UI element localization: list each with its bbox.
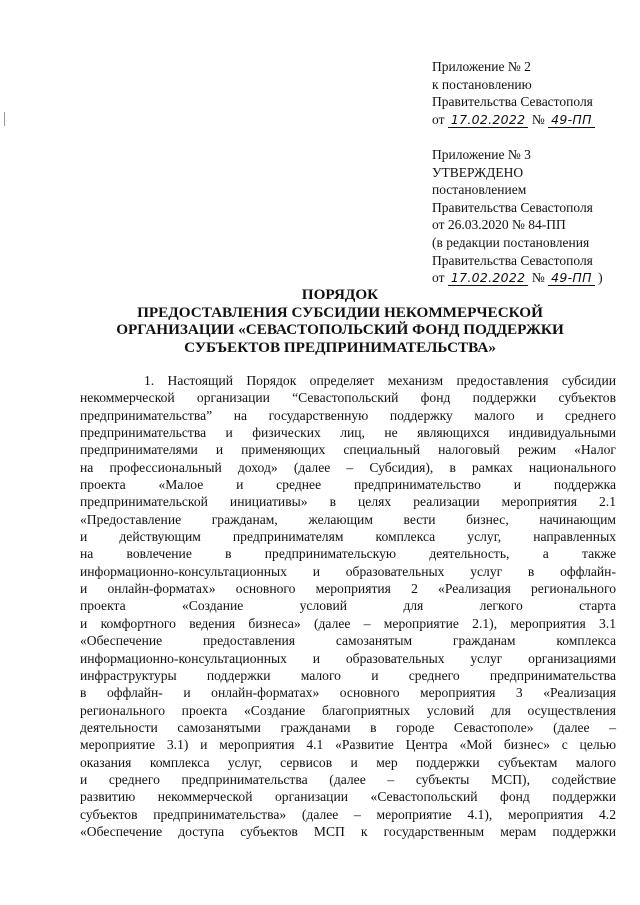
appendix-2-line: к постановлению xyxy=(432,76,532,92)
body-line: предпринимательства” на государственную поддержку малого и среднего xyxy=(80,407,616,423)
body-line: деятельности самозанятыми гражданами в городе Севастополе» (далее – xyxy=(80,719,616,735)
appendix-2-title: Приложение № 2 xyxy=(432,59,531,74)
body-line: 1. Настоящий Порядок определяет механизм предоставления субсидии xyxy=(144,373,616,388)
document-body xyxy=(80,372,616,840)
body-line: проекта «Малое и среднее предпринимательство и поддержка xyxy=(80,477,616,493)
date-prefix: от xyxy=(432,270,445,286)
handwritten-date: 17.02.2022 xyxy=(448,271,529,286)
appendix-3-block xyxy=(432,146,603,287)
body-line: в оффлайн- и онлайн-форматах» основного мероприятия 3 «Реализация xyxy=(80,685,616,701)
body-line: некоммерческой организации “Севастопольский фонд поддержки субъектов xyxy=(80,390,616,406)
body-line: проекта «Создание условий для легкого старта xyxy=(80,598,616,614)
appendix-3-line: (в редакции постановления xyxy=(432,234,590,250)
appendix-3-date-line xyxy=(432,269,603,287)
body-line: предпринимательской инициативы» в целях реализации мероприятия 2.1 xyxy=(80,494,616,510)
body-line: оказания комплекса услуг, сервисов и мер поддержки субъектам малого xyxy=(80,754,616,770)
appendix-2-line: Правительства Севастополя xyxy=(432,94,593,110)
approved-label: УТВЕРЖДЕНО xyxy=(432,164,524,180)
title-line: ПРЕДОСТАВЛЕНИЯ СУБСИДИИ НЕКОММЕРЧЕСКОЙ xyxy=(137,303,543,321)
body-line: развитию некоммерческой организации «Севастопольский фонд поддержки xyxy=(80,789,616,805)
body-line: регионального проекта «Создание благоприятных условий для осуществления xyxy=(80,702,616,718)
date-prefix: от xyxy=(432,111,445,127)
document-title xyxy=(60,286,620,356)
body-line: предпринимателями и применяющих специальный налоговый режим «Налог xyxy=(80,442,616,458)
body-line: субъектов предпринимательства» (далее – мероприятие 4.1), мероприятия 4.2 xyxy=(80,806,616,822)
handwritten-number: 49-ПП xyxy=(548,113,595,128)
appendix-2-block xyxy=(432,58,595,128)
body-line: на профессиональный доход» (далее – Субсидия), в рамках национального xyxy=(80,459,616,475)
body-line: «Предоставление гражданам, желающим вести бизнес, начинающим xyxy=(80,511,616,527)
margin-mark xyxy=(4,112,8,126)
body-line: на вовлечение в предпринимательскую деятельность, а также xyxy=(80,546,616,562)
body-line: и комфортного ведения бизнеса» (далее – мероприятие 2.1), мероприятия 3.1 xyxy=(80,615,616,631)
body-line: мероприятие 3.1) и мероприятия 4.1 «Развитие Центра «Мой бизнес» с целью xyxy=(80,737,616,753)
number-prefix: № xyxy=(531,111,545,127)
body-line: «Обеспечение доступа субъектов МСП к государственным мерам поддержки xyxy=(80,823,616,839)
title-line: ПОРЯДОК xyxy=(301,286,379,303)
appendix-3-line: постановлением xyxy=(432,182,527,198)
handwritten-number: 49-ПП xyxy=(548,271,595,286)
appendix-3-line: Правительства Севастополя xyxy=(432,252,593,268)
body-line: предпринимательства и физических лиц, не являющихся индивидуальными xyxy=(80,425,616,441)
original-decree-line: от 26.03.2020 № 84-ПП xyxy=(432,217,566,233)
body-line: информационно-консультационных и образовательных услуг организациями xyxy=(80,650,616,666)
handwritten-date: 17.02.2022 xyxy=(448,113,529,128)
number-prefix: № xyxy=(531,270,545,286)
body-line: и действующим предпринимателям комплекса услуг, направленных xyxy=(80,529,616,545)
body-line: информационно-консультационных и образовательных услуг в оффлайн- xyxy=(80,563,616,579)
close-paren: ) xyxy=(598,270,603,286)
appendix-3-line: Правительства Севастополя xyxy=(432,199,593,215)
body-line: и среднего предпринимательства (далее – субъекты МСП), содействие xyxy=(80,771,616,787)
title-line: ОРГАНИЗАЦИИ «СЕВАСТОПОЛЬСКИЙ ФОНД ПОДДЕРЖКИ xyxy=(116,321,564,339)
appendix-2-date-line xyxy=(432,111,595,129)
title-line: СУБЪЕКТОВ ПРЕДПРИНИМАТЕЛЬСТВА» xyxy=(184,338,496,356)
appendix-3-title: Приложение № 3 xyxy=(432,147,531,162)
body-line: инфраструктуры поддержки малого и среднего предпринимательства xyxy=(80,667,616,683)
body-line: и онлайн-форматах» основного мероприятия 2 «Реализация регионального xyxy=(80,581,616,597)
body-line: «Обеспечение предоставления самозанятым гражданам комплекса xyxy=(80,633,616,649)
